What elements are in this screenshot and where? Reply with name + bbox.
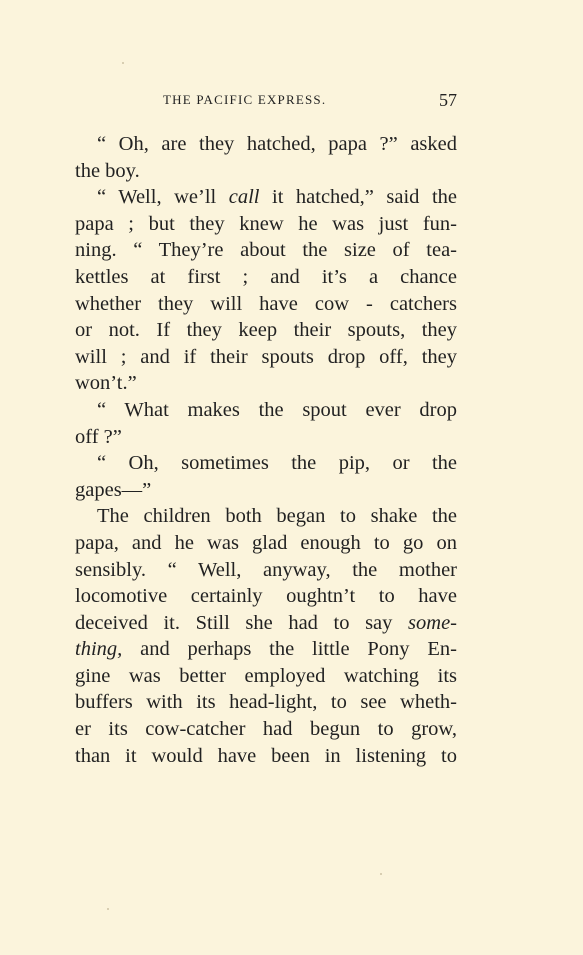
line-text: deceived it. Still she had to say [75, 611, 409, 634]
text-line [75, 424, 457, 451]
line-text: kettles at first ; and it’s a chance [75, 265, 457, 288]
body-text [75, 131, 457, 769]
line-text: locomotive certainly oughtn’t to have [75, 585, 457, 608]
line-text-continued: and perhaps the little Pony En- [122, 638, 457, 661]
paper-speck [380, 873, 382, 875]
text-line [75, 503, 457, 530]
line-text: sensibly. “ Well, anyway, the mother [75, 558, 457, 581]
text-line [75, 610, 457, 637]
text-line [75, 450, 457, 477]
text-line [75, 477, 457, 504]
italic-word: thing, [75, 638, 123, 661]
text-line [75, 663, 457, 690]
text-line [75, 264, 457, 291]
line-text: “ Oh, are they hatched, papa ?” asked [97, 133, 457, 155]
text-line [75, 370, 457, 397]
line-text: than it would have been in listening to [75, 744, 457, 767]
line-text: the boy. [75, 159, 140, 182]
line-text: The children both began to shake the [97, 505, 457, 528]
line-text: or not. If they keep their spouts, they [75, 319, 457, 342]
text-line [75, 344, 457, 371]
text-line [75, 636, 457, 663]
line-text: papa, and he was glad enough to go on [75, 531, 457, 554]
text-line [75, 530, 457, 557]
running-title: THE PACIFIC EXPRESS. [163, 92, 327, 107]
page-header [75, 92, 457, 112]
line-text: will ; and if their spouts drop off, they [75, 345, 457, 368]
line-text: buffers with its head-light, to see wheth- [75, 691, 457, 714]
text-line [75, 317, 457, 344]
line-text-continued: it hatched,” said the [259, 186, 457, 209]
paper-speck [122, 62, 124, 64]
line-text: ning. “ They’re about the size of tea- [75, 239, 457, 262]
line-text: whether they will have cow - catchers [75, 292, 457, 315]
line-text: “ What makes the spout ever drop [97, 398, 457, 421]
text-line [75, 211, 457, 238]
italic-word: call [228, 186, 260, 209]
line-text: gapes—” [75, 478, 152, 501]
line-text: papa ; but they knew he was just fun- [75, 212, 457, 235]
paper-speck [107, 908, 109, 910]
text-line [75, 397, 457, 424]
line-text: gine was better employed watching its [75, 664, 457, 687]
line-text: “ Well, we’ll [97, 186, 229, 209]
text-line [75, 158, 457, 185]
text-line [75, 184, 457, 211]
text-line [75, 583, 457, 610]
italic-word: some- [408, 611, 457, 634]
line-text: er its cow-catcher had begun to grow, [75, 718, 457, 741]
text-line [75, 131, 457, 158]
line-text: “ Oh, sometimes the pip, or the [97, 452, 457, 475]
page-number: 57 [439, 90, 457, 110]
text-line [75, 557, 457, 584]
line-text: off ?” [75, 425, 122, 448]
text-line [75, 237, 457, 264]
text-line [75, 291, 457, 318]
text-line [75, 743, 457, 770]
text-line [75, 689, 457, 716]
line-text: won’t.” [75, 372, 137, 395]
text-line [75, 716, 457, 743]
